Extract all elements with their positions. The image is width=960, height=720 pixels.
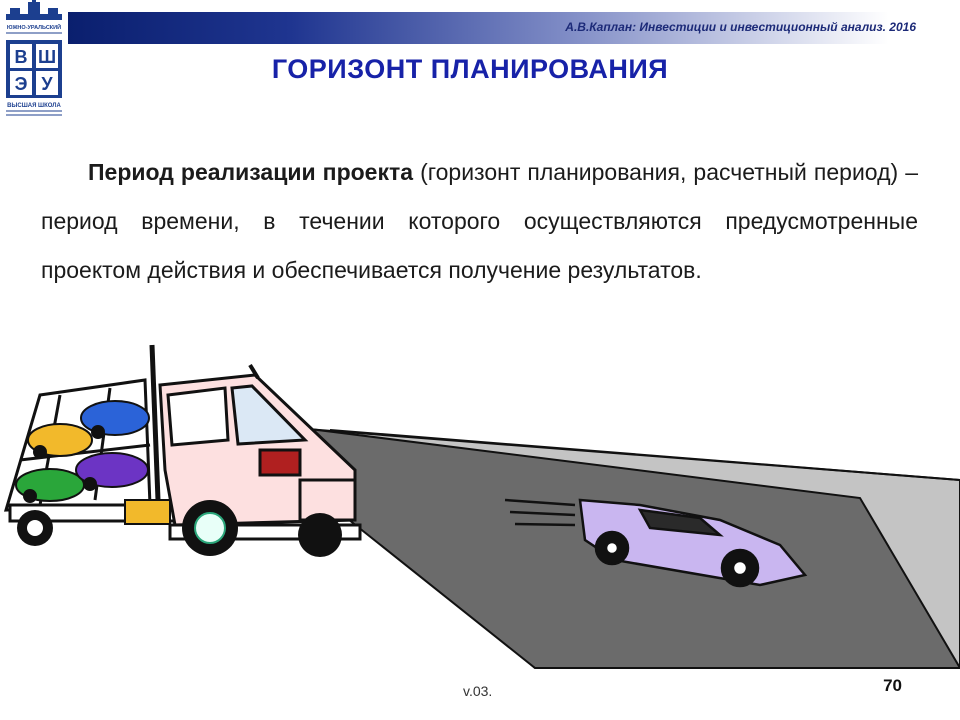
- logo-top-text: ЮЖНО-УРАЛЬСКИЙ: [6, 25, 62, 31]
- svg-text:У: У: [41, 74, 53, 94]
- version-label: v.03.: [463, 683, 493, 699]
- logo-bottom-text: ВЫСШАЯ ШКОЛА: [7, 103, 61, 109]
- truck-road-illustration: [0, 340, 960, 670]
- definition-text: (горизонт планирования, расчетный период) – период времени, в течении которого осуществляются предусмотренные проектом действия и обеспечивается получение результатов.: [41, 159, 918, 283]
- svg-text:Э: Э: [14, 74, 28, 94]
- page-number: 70: [883, 676, 902, 695]
- slide-title: ГОРИЗОНТ ПЛАНИРОВАНИЯ: [271, 54, 669, 84]
- svg-text:В: В: [14, 47, 28, 67]
- svg-text:Ш: Ш: [37, 47, 57, 67]
- definition-term: Период реализации проекта: [88, 159, 414, 185]
- header-text: А.В.Каплан: Инвестиции и инвестиционный анализ. 2016: [565, 20, 916, 34]
- definition-paragraph: [41, 148, 918, 295]
